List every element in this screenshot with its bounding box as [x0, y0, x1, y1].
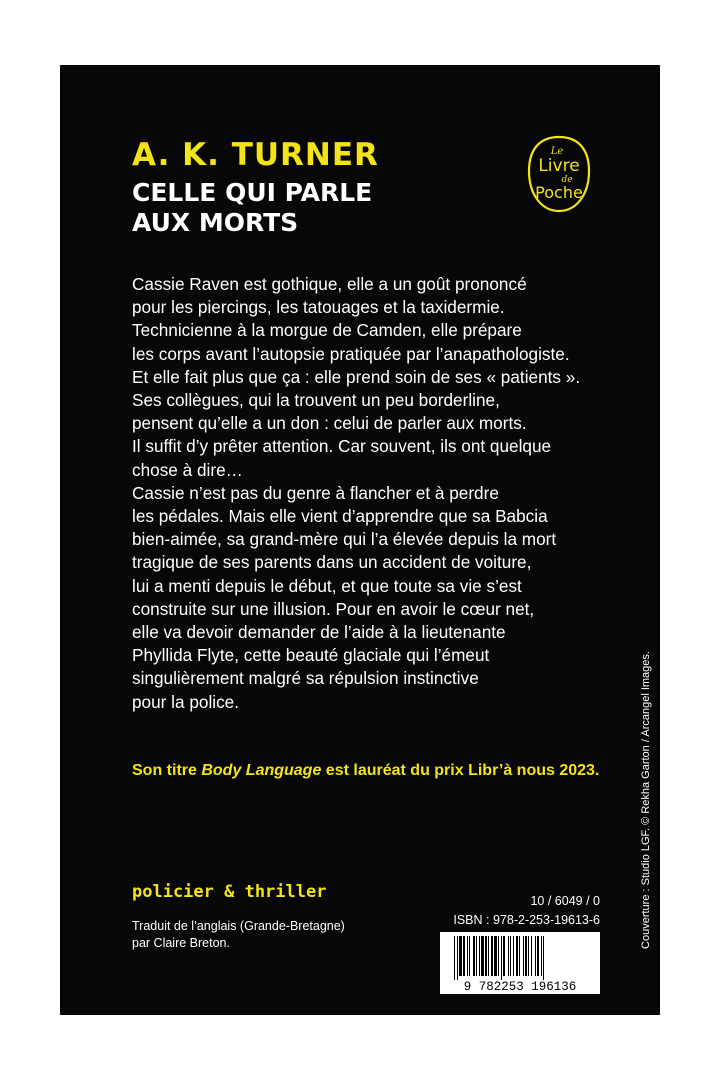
synopsis-line: Technicienne à la morgue de Camden, elle prépare — [132, 320, 522, 341]
barcode-bar — [463, 936, 465, 976]
barcode-bar — [476, 936, 477, 976]
synopsis-line: bien-aimée, sa grand-mère qui l’a élevée depuis la mort — [132, 529, 557, 550]
synopsis-line: construite sur une illusion. Pour en avoir le cœur net, — [132, 598, 535, 619]
barcode-bar — [531, 936, 532, 976]
author-name: A. K. TURNER — [132, 137, 379, 173]
synopsis-line: pour les piercings, les tatouages et la taxidermie. — [132, 297, 505, 318]
synopsis — [132, 273, 652, 714]
synopsis-line: lui a menti depuis le début, et que toute sa vie s’est — [132, 575, 522, 596]
barcode-bar — [501, 936, 502, 980]
catalog-number: 10 / 6049 / 0 — [530, 894, 600, 908]
genre-label: policier & thriller — [132, 882, 327, 902]
barcode-bar — [543, 936, 544, 980]
synopsis-line: Phyllida Flyte, cette beauté glaciale qui l’émeut — [132, 645, 490, 666]
barcode-bar — [525, 936, 527, 976]
award-note — [132, 762, 599, 780]
barcode-bars — [454, 936, 544, 980]
barcode-bar — [510, 936, 511, 976]
barcode-bar — [491, 936, 493, 976]
isbn-number: ISBN : 978-2-253-19613-6 — [453, 913, 600, 927]
barcode-bar — [488, 936, 489, 976]
logo-text-le: Le — [550, 146, 564, 157]
barcode-bar — [541, 936, 542, 976]
barcode-bar — [473, 936, 475, 976]
barcode-bar — [479, 936, 480, 976]
barcode-bar — [513, 936, 514, 976]
logo-text-de: de — [561, 175, 573, 185]
synopsis-line: pour la police. — [132, 691, 240, 712]
barcode-bar — [469, 936, 470, 976]
barcode-bar — [494, 936, 497, 976]
barcode-bar — [485, 936, 487, 976]
translation-credit — [132, 918, 345, 952]
synopsis-line: Cassie n’est pas du genre à flancher et à perdre — [132, 482, 499, 503]
catalog-codes — [440, 892, 600, 930]
book-title-line-1: CELLE QUI PARLE — [132, 178, 373, 207]
award-text-after: est lauréat du prix Libr’à nous 2023. — [321, 762, 600, 779]
synopsis-line: singulièrement malgré sa répulsion instinctive — [132, 668, 479, 689]
isbn-barcode — [440, 932, 600, 994]
synopsis-line: Ses collègues, qui la trouvent un peu borderline, — [132, 390, 500, 411]
book-back-cover — [60, 65, 660, 1015]
barcode-bar — [508, 936, 509, 976]
book-title-line-2: AUX MORTS — [132, 208, 299, 237]
synopsis-line: tragique de ses parents dans un accident de voiture, — [132, 552, 532, 573]
cover-credit-text: Couverture : Studio LGF. © Rekha Garton / Arcangel Images. — [640, 651, 652, 949]
barcode-bar — [528, 936, 529, 976]
le-livre-de-poche-logo — [526, 135, 592, 213]
logo-text-livre: Livre — [538, 156, 580, 176]
synopsis-line: chose à dire… — [132, 459, 243, 480]
synopsis-line: les pédales. Mais elle vient d’apprendre que sa Babcia — [132, 506, 548, 527]
award-text-before: Son titre — [132, 762, 202, 779]
translation-line: Traduit de l’anglais (Grande-Bretagne) — [132, 919, 345, 933]
synopsis-line: Et elle fait plus que ça : elle prend soin de ses « patients ». — [132, 366, 581, 387]
synopsis-line: les corps avant l’autopsie pratiquée par l’anapathologiste. — [132, 343, 570, 364]
synopsis-line: elle va devoir demander de l’aide à la lieutenante — [132, 622, 506, 643]
barcode-bar — [467, 936, 468, 976]
barcode-bar — [454, 936, 455, 980]
barcode-bar — [523, 936, 524, 976]
translation-line: par Claire Breton. — [132, 936, 230, 950]
barcode-bar — [519, 936, 520, 976]
barcode-bar — [457, 936, 458, 980]
barcode-graphic — [440, 932, 600, 994]
barcode-bar — [481, 936, 484, 976]
synopsis-line: Il suffit d’y prêter attention. Car souvent, ils ont quelque — [132, 436, 552, 457]
synopsis-line: pensent qu’elle a un don : celui de parler aux morts. — [132, 413, 527, 434]
cover-credit — [636, 651, 656, 949]
synopsis-line: Cassie Raven est gothique, elle a un goût prononcé — [132, 274, 527, 294]
barcode-digits: 9 782253 196136 — [463, 980, 577, 994]
logo-text-poche: Poche — [535, 183, 583, 202]
barcode-bar — [498, 936, 499, 976]
barcode-bar — [459, 936, 462, 976]
award-book-title: Body Language — [201, 762, 322, 779]
barcode-bar — [537, 936, 539, 976]
barcode-bar — [516, 936, 518, 976]
barcode-bar — [503, 936, 505, 976]
barcode-bar — [535, 936, 536, 976]
